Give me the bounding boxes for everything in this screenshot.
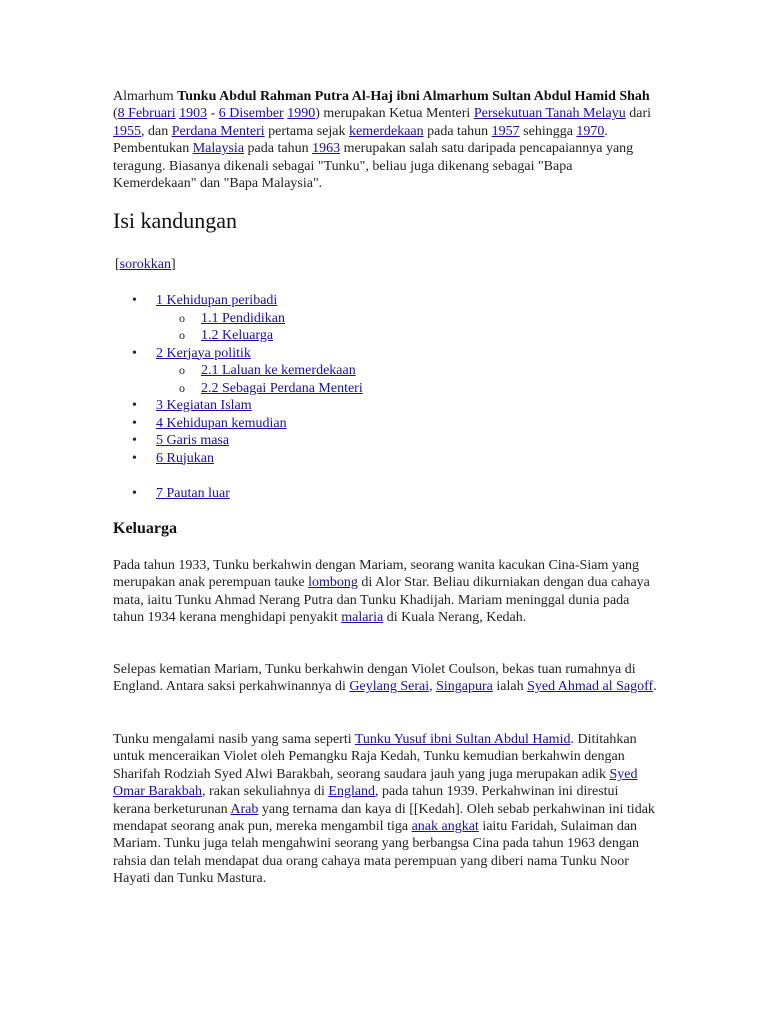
toc-item bbox=[113, 327, 513, 345]
link-malaria[interactable]: malaria bbox=[341, 610, 384, 626]
toc-hide-link[interactable]: sorokkan bbox=[119, 257, 171, 272]
body-text: . bbox=[653, 679, 657, 695]
bullet-icon: • bbox=[132, 293, 137, 308]
sub-bullet-icon: o bbox=[179, 328, 185, 342]
toc-toggle-bracket: [ bbox=[115, 257, 120, 272]
toc-item bbox=[113, 415, 513, 433]
toc-toggle bbox=[115, 256, 176, 273]
link-tunku-yusuf[interactable]: Tunku Yusuf ibni Sultan Abdul Hamid bbox=[354, 732, 571, 747]
toc-link-keluarga[interactable]: 1.2 Keluarga bbox=[201, 328, 274, 343]
link-date-death[interactable]: 6 Disember bbox=[218, 106, 284, 122]
toc-link-kehidupan-peribadi[interactable]: 1 Kehidupan peribadi bbox=[156, 293, 278, 308]
body-text: di Kuala Nerang, Kedah. bbox=[383, 610, 527, 626]
intro-text: ( bbox=[113, 106, 118, 122]
toc-link-laluan-ke-kemerdekaan[interactable]: 2.1 Laluan ke kemerdekaan bbox=[201, 363, 356, 378]
toc-item bbox=[113, 345, 513, 363]
link-arab[interactable]: Arab bbox=[230, 801, 259, 817]
toc-link-kerjaya-politik[interactable]: 2 Kerjaya politik bbox=[156, 345, 251, 361]
link-date-birth[interactable]: 8 Februari bbox=[117, 106, 176, 122]
link-kemerdekaan[interactable]: kemerdekaan bbox=[349, 123, 424, 139]
body-text: , rakan sekuliahnya di bbox=[202, 784, 329, 800]
link-year-1955[interactable]: 1955 bbox=[113, 123, 141, 139]
body-text: , pada tahun 1939. Perkahwinan ini direstui kerana berketurunan bbox=[113, 784, 619, 817]
intro-text: - bbox=[207, 106, 219, 122]
toc-list-extra bbox=[113, 485, 513, 503]
toc-link-garis-masa[interactable]: 5 Garis masa bbox=[156, 433, 230, 448]
body-text: . Dititahkan untuk menceraikan Violet oleh Pemangku Raja Kedah, Tunku kemudian berkahwin dengan Sharifah Rodziah Syed Alwi Barakbah, seorang saudara jauh yang juga merupakan adik bbox=[113, 732, 637, 782]
intro-text: pada tahun bbox=[244, 141, 313, 157]
body-text: di Alor Star. Beliau dikurniakan dengan dua cahaya mata, iaitu Tunku Ahmad Nerang Putra dan Tunku Khadijah. Mariam meninggal dunia pada tahun 1934 kerana menghidapi penyakit bbox=[113, 575, 650, 626]
toc-link-kehidupan-kemudian[interactable]: 4 Kehidupan kemudian bbox=[156, 415, 287, 431]
link-malaysia[interactable]: Malaysia bbox=[192, 141, 245, 157]
toc-link-sebagai-perdana-menteri[interactable]: 2.2 Sebagai Perdana Menteri bbox=[201, 380, 363, 396]
bullet-icon: • bbox=[132, 345, 137, 361]
intro-text: Almarhum bbox=[113, 89, 178, 104]
bullet-icon: • bbox=[132, 486, 137, 501]
link-year-death[interactable]: 1990 bbox=[287, 106, 316, 122]
link-geylang-serai[interactable]: Geylang Serai bbox=[349, 679, 430, 695]
link-year-1963[interactable]: 1963 bbox=[312, 141, 341, 157]
toc-item bbox=[113, 310, 513, 328]
toc-heading: Isi kandungan bbox=[113, 208, 238, 233]
toc-link-kegiatan-islam[interactable]: 3 Kegiatan Islam bbox=[156, 398, 252, 413]
body-text: , bbox=[429, 679, 437, 695]
sub-bullet-icon: o bbox=[179, 310, 185, 325]
body-text: Pada tahun 1933, Tunku berkahwin dengan Mariam, seorang wanita kacukan Cina-Siam yang merupakan anak perempuan tauke bbox=[113, 558, 640, 591]
bullet-icon: • bbox=[132, 450, 137, 466]
link-perdana-menteri[interactable]: Perdana Menteri bbox=[171, 123, 265, 139]
link-england[interactable]: England bbox=[328, 784, 376, 800]
body-text: yang ternama dan kaya di [[Kedah]. Oleh sebab perkahwinan ini tidak mendapat seorang anak pun, mereka mengambil tiga bbox=[113, 801, 655, 835]
toc-item bbox=[113, 292, 513, 310]
toc-item bbox=[113, 362, 513, 380]
toc-link-pendidikan[interactable]: 1.1 Pendidikan bbox=[201, 310, 285, 326]
toc-link-rujukan[interactable]: 6 Rujukan bbox=[156, 450, 214, 466]
intro-text: sehingga bbox=[519, 123, 577, 139]
toc-item bbox=[113, 380, 513, 398]
sub-bullet-icon: o bbox=[179, 363, 185, 377]
link-anak-angkat[interactable]: anak angkat bbox=[411, 819, 479, 835]
link-persekutuan-tanah-melayu[interactable]: Persekutuan Tanah Melayu bbox=[473, 106, 626, 122]
link-year-1957[interactable]: 1957 bbox=[491, 123, 520, 139]
intro-text: pada tahun bbox=[423, 123, 492, 139]
subject-name: Tunku Abdul Rahman Putra Al-Haj ibni Almarhum Sultan Abdul Hamid Shah bbox=[177, 89, 650, 104]
body-text: ialah bbox=[492, 679, 528, 695]
toc-item bbox=[113, 432, 513, 450]
paragraph-1 bbox=[113, 557, 658, 627]
intro-paragraph bbox=[113, 88, 658, 192]
link-year-1970[interactable]: 1970 bbox=[576, 123, 605, 139]
link-singapura[interactable]: Singapura bbox=[436, 679, 493, 695]
sub-bullet-icon: o bbox=[179, 380, 185, 395]
toc-item bbox=[113, 485, 513, 503]
toc-item bbox=[113, 397, 513, 415]
intro-text: ) merupakan Ketua Menteri bbox=[315, 106, 474, 122]
bullet-icon: • bbox=[132, 433, 137, 448]
link-syed-ahmad-al-sagoff[interactable]: Syed Ahmad al Sagoff bbox=[527, 679, 654, 695]
toc-list bbox=[113, 292, 513, 467]
intro-text: . Pembentukan bbox=[113, 123, 608, 157]
body-text: iaitu Faridah, Sulaiman dan Mariam. Tunku juga telah mengahwini seorang yang berbangsa Cina pada tahun 1963 dengan rahsia dan telah mendapat dua orang cahaya mata perempuan yang diberi nama Tunku Noor Hayati dan Tunku Mastura. bbox=[113, 819, 640, 887]
paragraph-3 bbox=[113, 731, 658, 888]
link-syed-omar-barakbah[interactable]: Syed Omar Barakbah bbox=[113, 766, 638, 800]
intro-text: dari bbox=[625, 106, 652, 122]
toc-link-pautan-luar[interactable]: 7 Pautan luar bbox=[156, 486, 230, 501]
intro-text: merupakan salah satu daripada pencapaiannya yang teragung. Biasanya dikenali sebagai "Tunku", beliau juga dikenang sebagai "Bapa Kemerdekaan" dan "Bapa Malaysia". bbox=[113, 141, 634, 192]
paragraph-2 bbox=[113, 661, 658, 696]
intro-text: pertama sejak bbox=[264, 123, 349, 139]
body-text: Selepas kematian Mariam, Tunku berkahwin dengan Violet Coulson, bekas tuan rumahnya di England. Antara saksi perkahwinannya di bbox=[113, 662, 636, 695]
intro-text: , dan bbox=[141, 123, 172, 139]
bullet-icon: • bbox=[132, 415, 137, 431]
link-lombong[interactable]: lombong bbox=[308, 575, 358, 591]
toc-item bbox=[113, 450, 513, 468]
section-heading-keluarga: Keluarga bbox=[113, 520, 177, 537]
bullet-icon: • bbox=[132, 398, 137, 413]
toc-toggle-bracket: ] bbox=[171, 257, 176, 272]
body-text: Tunku mengalami nasib yang sama seperti bbox=[113, 732, 355, 747]
link-year-birth[interactable]: 1903 bbox=[179, 106, 208, 122]
